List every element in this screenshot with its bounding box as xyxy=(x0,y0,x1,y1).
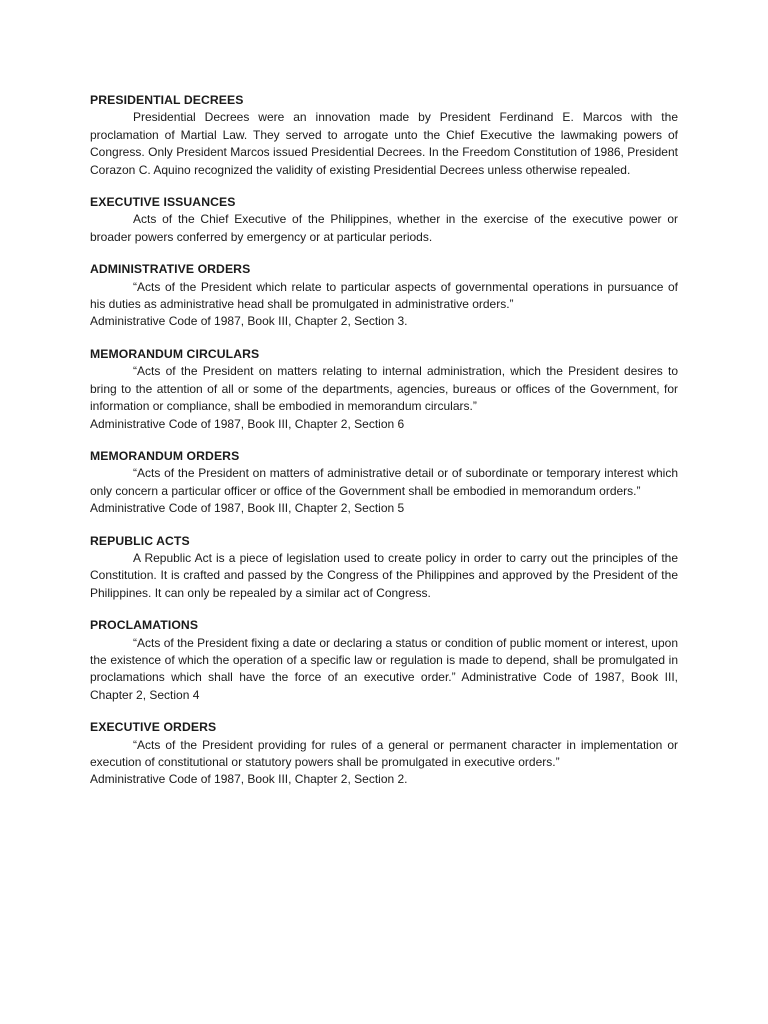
section-body: “Acts of the President providing for rules of a general or permanent character in implementation or execution of constitutional or statutory powers shall be promulgated in executive orders.” xyxy=(90,737,678,769)
section-heading: REPUBLIC ACTS xyxy=(90,533,190,548)
section-heading: EXECUTIVE ORDERS xyxy=(90,720,217,735)
section-body: Acts of the Chief Executive of the Philippines, whether in the exercise of the executive power or broader powers conferred by emergency or at particular periods. xyxy=(90,212,678,244)
section-heading: MEMORANDUM ORDERS xyxy=(90,448,240,463)
section-heading: PROCLAMATIONS xyxy=(90,618,199,633)
section-body: “Acts of the President on matters of administrative detail or of subordinate or temporary interest which only concern a particular officer or office of the Government shall be embodied in memorandum orders.” xyxy=(90,466,678,498)
section-body: “Acts of the President on matters relating to internal administration, which the President desires to bring to the attention of all or some of the departments, agencies, bureaus or offices of the Government, for information or compliance, shall be embodied in memorandum circulars.” xyxy=(90,364,678,414)
section-memorandum-orders xyxy=(90,448,678,518)
section-memorandum-circulars xyxy=(90,346,678,433)
section-heading: PRESIDENTIAL DECREES xyxy=(90,93,244,107)
section-executive-orders xyxy=(90,719,678,789)
section-presidential-decrees xyxy=(90,92,678,179)
section-body: Presidential Decrees were an innovation made by President Ferdinand E. Marcos with the proclamation of Martial Law. They served to arrogate unto the Chief Executive the lawmaking powers of Congress. Only President Marcos issued Presidential Decrees. In the Freedom Constitution of 1986, President Corazon C. Aquino recognized the validity of existing Presidential Decrees unless otherwise repealed. xyxy=(90,110,678,177)
section-heading: ADMINISTRATIVE ORDERS xyxy=(90,262,251,277)
section-citation: Administrative Code of 1987, Book III, Chapter 2, Section 5 xyxy=(90,501,405,516)
section-body: “Acts of the President which relate to particular aspects of governmental operations in pursuance of his duties as administrative head shall be promulgated in administrative orders.” xyxy=(90,279,678,312)
section-citation: Administrative Code of 1987, Book III, Chapter 2, Section 3. xyxy=(90,314,408,329)
section-administrative-orders xyxy=(90,261,678,331)
section-body: “Acts of the President fixing a date or declaring a status or condition of public moment or interest, upon the existence of which the operation of a specific law or regulation is made to depend, shall be promulgated in proclamations which shall have the force of an executive order.” Administrative Code of 1987, Book III, Chapter 2, Section 4 xyxy=(90,635,678,702)
section-heading: MEMORANDUM CIRCULARS xyxy=(90,346,260,361)
section-body: A Republic Act is a piece of legislation used to create policy in order to carry out the principles of the Constitution. It is crafted and passed by the Congress of the Philippines and approved by the President of the Philippines. It can only be repealed by a similar act of Congress. xyxy=(90,550,678,600)
section-executive-issuances xyxy=(90,194,678,246)
section-heading: EXECUTIVE ISSUANCES xyxy=(90,195,236,210)
section-citation: Administrative Code of 1987, Book III, Chapter 2, Section 2. xyxy=(90,772,408,787)
section-citation: Administrative Code of 1987, Book III, Chapter 2, Section 6 xyxy=(90,416,405,431)
document-page xyxy=(90,92,678,804)
section-republic-acts xyxy=(90,533,678,603)
section-proclamations xyxy=(90,617,678,704)
